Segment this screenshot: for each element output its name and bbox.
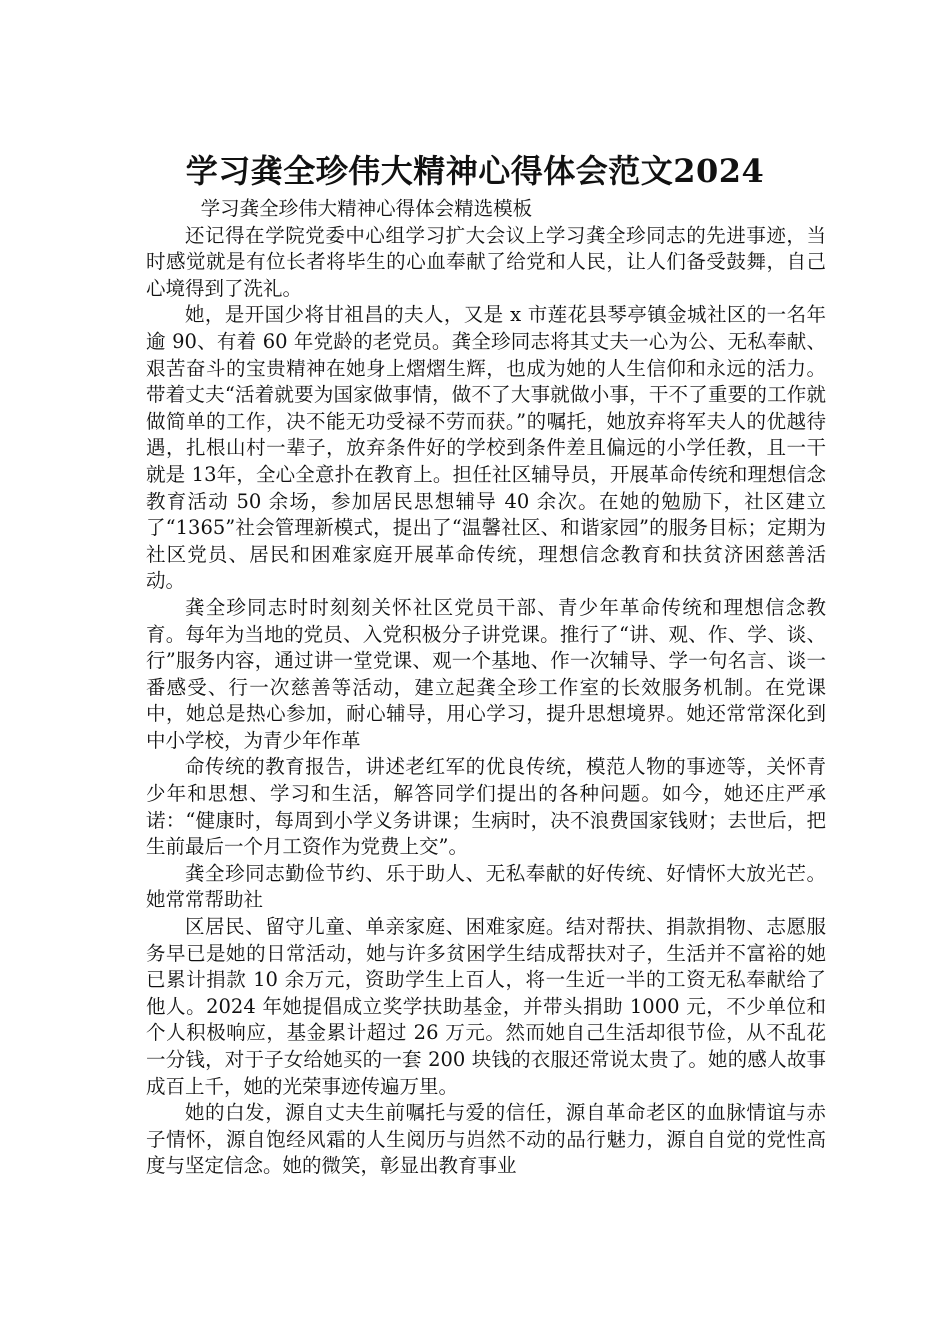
- paragraph-3: 龚全珍同志时时刻刻关怀社区党员干部、青少年革命传统和理想信念教育。每年为当地的党员、入党积极分子讲党课。推行了“讲、观、作、学、谈、行”服务内容，通过讲一堂党课、观一个基地、作一次辅导、学一句名言、谈一番感受、行一次慈善等活动，建立起龚全珍工作室的长效服务机制。在党课中，她总是热心参加，耐心辅导，用心学习，提升思想境界。她还常常深化到中小学校，为青少年作革: [146, 595, 826, 752]
- paragraph-5: 龚全珍同志勤俭节约、乐于助人、无私奉献的好传统、好情怀大放光芒。她常常帮助社: [146, 861, 826, 912]
- document-title: 学习龚全珍伟大精神心得体会范文2024: [185, 152, 765, 191]
- paragraph-6: 区居民、留守儿童、单亲家庭、困难家庭。结对帮扶、捐款捐物、志愿服务早已是她的日常活动，她与许多贫困学生结成帮扶对子，生活并不富裕的她已累计捐款 10 余万元，资助学生上百人，将一生近一半的工资无私奉献给了他人。2024 年她提倡成立奖学扶助基金，并带头捐助 1000 元，不少单位和个人积极响应，基金累计超过 26 万元。然而她自己生活却很节俭，从不乱花一分钱，对于子女给她买的一套 200 块钱的衣服还常说太贵了。她的感人故事成百上千，她的光荣事迹传遍万里。: [146, 915, 826, 1098]
- paragraph-1: 还记得在学院党委中心组学习扩大会议上学习龚全珍同志的先进事迹，当时感觉就是有位长者将毕生的心血奉献了给党和人民，让人们备受鼓舞，自己心境得到了洗礼。: [146, 223, 826, 300]
- document-body: [146, 196, 826, 1180]
- document-subtitle: 学习龚全珍伟大精神心得体会精选模板: [200, 197, 533, 220]
- paragraph-4: 命传统的教育报告，讲述老红军的优良传统，模范人物的事迹等，关怀青少年和思想、学习和生活，解答同学们提出的各种问题。如今，她还庄严承诺：“健康时，每周到小学义务讲课；生病时，决不浪费国家钱财；去世后，把生前最后一个月工资作为党费上交”。: [146, 755, 826, 859]
- paragraph-2: 她，是开国少将甘祖昌的夫人，又是 x 市莲花县琴亭镇金城社区的一名年逾 90、有着 60 年党龄的老党员。龚全珍同志将其丈夫一心为公、无私奉献、艰苦奋斗的宝贵精神在她身上熠熠生辉，也成为她的人生信仰和永远的活力。带着丈夫“活着就要为国家做事情，做不了大事就做小事，干不了重要的工作就做简单的工作，决不能无功受禄不劳而获。”的嘱托，她放弃将军夫人的优越待遇，扎根山村一辈子，放弃条件好的学校到条件差且偏远的小学任教，且一干就是 13年，全心全意扑在教育上。担任社区辅导员，开展革命传统和理想信念教育活动 50 余场，参加居民思想辅导 40 余次。在她的勉励下，社区建立了“1365”社会管理新模式，提出了“温馨社区、和谐家园”的服务目标；定期为社区党员、居民和困难家庭开展革命传统，理想信念教育和扶贫济困慈善活动。: [146, 303, 826, 593]
- paragraph-7: 她的白发，源自丈夫生前嘱托与爱的信任，源自革命老区的血脉情谊与赤子情怀，源自饱经风霜的人生阅历与岿然不动的品行魅力，源自自觉的党性高度与坚定信念。她的微笑，彰显出教育事业: [146, 1101, 826, 1178]
